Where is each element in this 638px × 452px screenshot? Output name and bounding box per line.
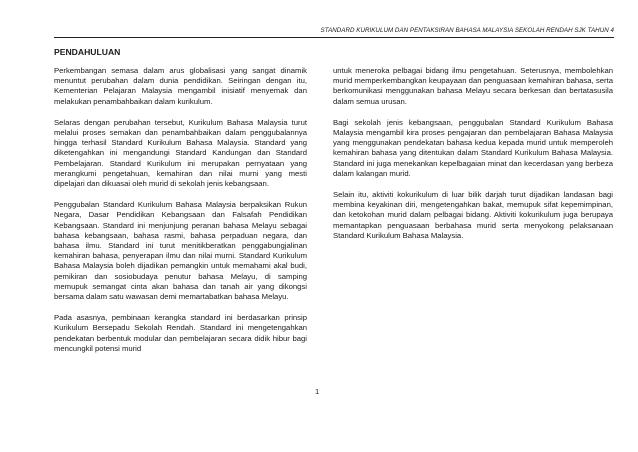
header-rule bbox=[54, 37, 614, 38]
right-column bbox=[333, 66, 613, 252]
right-paragraph-3: Selain itu, aktiviti kokurikulum di luar bilik darjah turut dijadikan landasan bagi membina keyakinan diri, mengetengahkan bakat, memupuk sifat kepemimpinan, dan ketokohan murid dalam pelbagai bidang. Aktiviti kokurikulum juga berupaya memantapkan penguasaan berbahasa murid serta menyokong pelaksanaan Standard Kurikulum Bahasa Malaysia. bbox=[333, 190, 613, 240]
page-number: 1 bbox=[315, 387, 320, 396]
left-paragraph-1: Perkembangan semasa dalam arus globalisasi yang sangat dinamik menuntut perubahan dalam dunia pendidikan. Seiringan dengan itu, Kementerian Pelajaran Malaysia mengambil inisiatif menyemak dan melakukan penambahbaikan dalam kurikulum. bbox=[54, 66, 307, 106]
left-paragraph-3: Penggubalan Standard Kurikulum Bahasa Malaysia berpaksikan Rukun Negara, Dasar Pendidikan Kebangsaan dan Falsafah Pendidikan Kebangsaan. Standard ini menjunjung peranan bahasa Melayu sebagai bahasa kebangsaan, bahasa rasmi, bahasa perpaduan negara, dan bahasa ilmu. Standard ini turut menitikberatkan penggabungjalinan kemahiran bahasa, penyerapan ilmu dan nilai murni. Standard Kurikulum Bahasa Malaysia boleh dijadikan pemangkin untuk memahami akal budi, pemikiran dan sosiobudaya penutur bahasa Melayu, di samping memupuk semangat cinta akan bahasa dan tanah air yang dikongsi bersama dalam satu wawasan demi memartabatkan bahasa Melayu. bbox=[54, 200, 307, 302]
left-paragraph-4: Pada asasnya, pembinaan kerangka standard ini berdasarkan prinsip Kurikulum Bersepadu Sekolah Rendah. Standard ini mengetengahkan pendekatan berbentuk modular dan pembelajaran secara didik hibur bagi mencungkil potensi murid bbox=[54, 313, 307, 353]
right-paragraph-2: Bagi sekolah jenis kebangsaan, penggubalan Standard Kurikulum Bahasa Malaysia mengambil kira proses pengajaran dan pembelajaran Bahasa Malaysia yang menggunakan pendekatan bahasa kedua kepada murid untuk memperoleh kemahiran bahasa yang ditentukan dalam Standard Kurikulum Bahasa Malaysia. Standard ini juga menekankan kepelbagaian minat dan kecerdasan yang berbeza dalam kalangan murid. bbox=[333, 117, 613, 178]
section-title: PENDAHULUAN bbox=[54, 47, 121, 57]
running-header: STANDARD KURIKULUM DAN PENTAKSIRAN BAHASA MALAYSIA SEKOLAH RENDAH SJK TAHUN 4 bbox=[320, 27, 614, 34]
right-paragraph-1: untuk meneroka pelbagai bidang ilmu pengetahuan. Seterusnya, membolehkan murid memperkembangkan keupayaan dan penguasaan kemahiran bahasa, serta berkomunikasi menggunakan bahasa Melayu secara berkesan dan bertatasusila dalam semua urusan. bbox=[333, 66, 613, 106]
left-column bbox=[54, 66, 307, 365]
left-paragraph-2: Selaras dengan perubahan tersebut, Kurikulum Bahasa Malaysia turut melalui proses semakan dan penambahbaikan dalam penggubalannya hingga terhasil Standard Kurikulum Bahasa Malaysia. Standard yang diketengahkan ini mengandungi Standard Kandungan dan Standard Pembelajaran. Standard Kurikulum ini merupakan pernyataan yang merangkumi pengetahuan, kemahiran dan nilai murni yang mesti dipelajari dan dikuasai oleh murid di sekolah jenis kebangsaan. bbox=[54, 117, 307, 189]
